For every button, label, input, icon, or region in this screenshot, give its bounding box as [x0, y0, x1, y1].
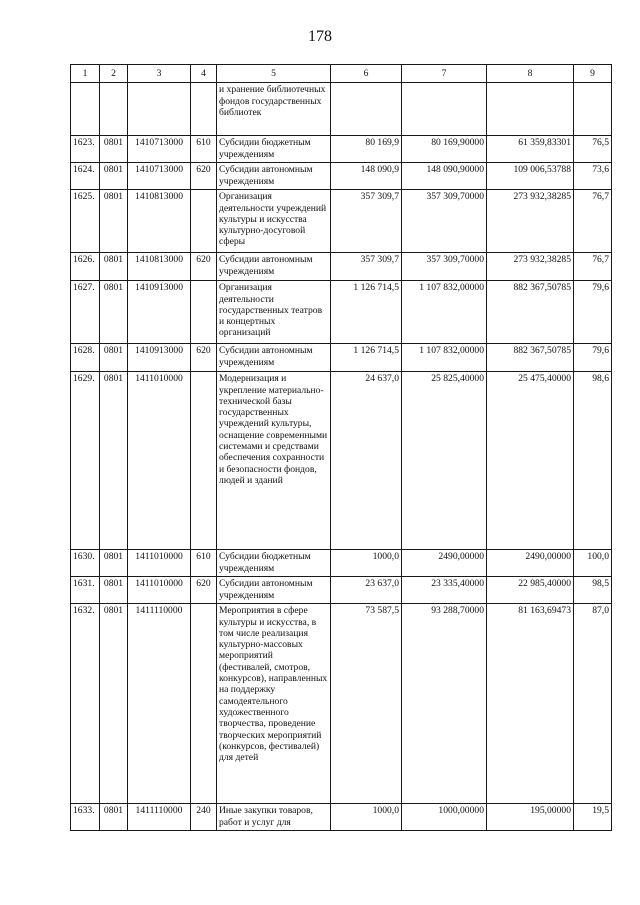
row-number: 1628. — [71, 344, 100, 372]
row-description: Субсидии автономным учреждениям — [217, 253, 331, 281]
value-col-8: 61 359,83301 — [487, 136, 574, 163]
row-description: Субсидии автономным учреждениям — [217, 163, 331, 190]
table-row — [71, 372, 612, 550]
percent-value: 98,6 — [574, 372, 612, 550]
row-number: 1625. — [71, 190, 100, 253]
expense-type-code: 610 — [191, 136, 217, 163]
value-col-8: 195,00000 — [487, 804, 574, 831]
row-description: Субсидии бюджетным учреждениям — [217, 136, 331, 163]
row-description: Организация деятельности государственных театров и концертных организаций — [217, 281, 331, 344]
value-col-8 — [487, 83, 574, 136]
percent-value: 76,7 — [574, 190, 612, 253]
row-description: Субсидии автономным учреждениям — [217, 577, 331, 604]
value-col-6 — [331, 83, 402, 136]
value-col-8: 273 932,38285 — [487, 190, 574, 253]
target-article-code: 1410713000 — [128, 163, 191, 190]
target-article-code: 1410713000 — [128, 136, 191, 163]
expense-type-code: 610 — [191, 550, 217, 577]
row-number: 1626. — [71, 253, 100, 281]
column-header: 9 — [574, 65, 612, 83]
value-col-7 — [402, 83, 487, 136]
value-col-6: 80 169,9 — [331, 136, 402, 163]
expense-type-code — [191, 190, 217, 253]
row-number: 1623. — [71, 136, 100, 163]
row-number: 1624. — [71, 163, 100, 190]
value-col-7: 1 107 832,00000 — [402, 344, 487, 372]
value-col-6: 148 090,9 — [331, 163, 402, 190]
table-row — [71, 163, 612, 190]
section-code: 0801 — [100, 344, 128, 372]
expense-type-code — [191, 604, 217, 804]
value-col-6: 357 309,7 — [331, 190, 402, 253]
target-article-code: 1410913000 — [128, 344, 191, 372]
target-article-code: 1411010000 — [128, 372, 191, 550]
target-article-code: 1411110000 — [128, 604, 191, 804]
section-code: 0801 — [100, 281, 128, 344]
table-body — [71, 83, 612, 831]
value-col-8: 22 985,40000 — [487, 577, 574, 604]
percent-value: 100,0 — [574, 550, 612, 577]
percent-value — [574, 83, 612, 136]
target-article-code: 1411010000 — [128, 577, 191, 604]
target-article-code: 1411110000 — [128, 804, 191, 831]
table-row — [71, 83, 612, 136]
section-code: 0801 — [100, 577, 128, 604]
expense-type-code: 620 — [191, 253, 217, 281]
percent-value: 19,5 — [574, 804, 612, 831]
value-col-7: 80 169,90000 — [402, 136, 487, 163]
row-number: 1627. — [71, 281, 100, 344]
section-code — [100, 83, 128, 136]
value-col-8: 2490,00000 — [487, 550, 574, 577]
table-row — [71, 281, 612, 344]
value-col-7: 23 335,40000 — [402, 577, 487, 604]
row-description: и хранение библиотечных фондов государственных библиотек — [217, 83, 331, 136]
column-header: 5 — [217, 65, 331, 83]
percent-value: 79,6 — [574, 281, 612, 344]
section-code: 0801 — [100, 604, 128, 804]
percent-value: 98,5 — [574, 577, 612, 604]
percent-value: 73,6 — [574, 163, 612, 190]
section-code: 0801 — [100, 804, 128, 831]
value-col-7: 357 309,70000 — [402, 253, 487, 281]
column-header: 4 — [191, 65, 217, 83]
table-row — [71, 253, 612, 281]
value-col-7: 93 288,70000 — [402, 604, 487, 804]
row-description: Субсидии автономным учреждениям — [217, 344, 331, 372]
value-col-7: 2490,00000 — [402, 550, 487, 577]
percent-value: 76,7 — [574, 253, 612, 281]
column-header: 6 — [331, 65, 402, 83]
header-row — [71, 65, 612, 83]
target-article-code: 1410813000 — [128, 253, 191, 281]
expense-type-code — [191, 83, 217, 136]
value-col-8: 882 367,50785 — [487, 344, 574, 372]
column-header: 3 — [128, 65, 191, 83]
section-code: 0801 — [100, 253, 128, 281]
column-header: 1 — [71, 65, 100, 83]
target-article-code: 1410913000 — [128, 281, 191, 344]
percent-value: 76,5 — [574, 136, 612, 163]
value-col-6: 1000,0 — [331, 804, 402, 831]
row-description: Субсидии бюджетным учреждениям — [217, 550, 331, 577]
value-col-6: 1 126 714,5 — [331, 344, 402, 372]
expense-type-code: 620 — [191, 577, 217, 604]
value-col-6: 1000,0 — [331, 550, 402, 577]
value-col-7: 1000,00000 — [402, 804, 487, 831]
expense-type-code: 620 — [191, 163, 217, 190]
value-col-6: 24 637,0 — [331, 372, 402, 550]
target-article-code: 1410813000 — [128, 190, 191, 253]
percent-value: 87,0 — [574, 604, 612, 804]
table-row — [71, 344, 612, 372]
table-row — [71, 550, 612, 577]
target-article-code: 1411010000 — [128, 550, 191, 577]
budget-table — [70, 64, 612, 831]
value-col-8: 273 932,38285 — [487, 253, 574, 281]
row-number: 1633. — [71, 804, 100, 831]
value-col-8: 109 006,53788 — [487, 163, 574, 190]
row-number: 1631. — [71, 577, 100, 604]
page-number: 178 — [308, 28, 332, 45]
section-code: 0801 — [100, 550, 128, 577]
column-header: 7 — [402, 65, 487, 83]
table-row — [71, 577, 612, 604]
row-description: Иные закупки товаров, работ и услуг для — [217, 804, 331, 831]
row-number: 1629. — [71, 372, 100, 550]
section-code: 0801 — [100, 163, 128, 190]
table-row — [71, 604, 612, 804]
column-header: 8 — [487, 65, 574, 83]
value-col-7: 25 825,40000 — [402, 372, 487, 550]
expense-type-code — [191, 372, 217, 550]
value-col-8: 81 163,69473 — [487, 604, 574, 804]
column-header: 2 — [100, 65, 128, 83]
value-col-7: 357 309,70000 — [402, 190, 487, 253]
table-row — [71, 804, 612, 831]
table-row — [71, 190, 612, 253]
row-number: 1630. — [71, 550, 100, 577]
row-description: Мероприятия в сфере культуры и искусства, в том числе реализация культурно-массовых мероприятий (фестивалей, смотров, конкурсов), направленных на поддержку самодеятельного художественного творчества, проведение творческих мероприятий (конкурсов, фестивалей) для детей — [217, 604, 331, 804]
expense-type-code: 620 — [191, 344, 217, 372]
value-col-6: 23 637,0 — [331, 577, 402, 604]
value-col-6: 357 309,7 — [331, 253, 402, 281]
row-description: Модернизация и укрепление материально-технической базы государственных учреждений культуры, оснащение современными системами и средствами обеспечения сохранности и безопасности фондов, людей и зданий — [217, 372, 331, 550]
value-col-8: 882 367,50785 — [487, 281, 574, 344]
section-code: 0801 — [100, 372, 128, 550]
value-col-8: 25 475,40000 — [487, 372, 574, 550]
table-row — [71, 136, 612, 163]
value-col-6: 73 587,5 — [331, 604, 402, 804]
row-number — [71, 83, 100, 136]
expense-type-code — [191, 281, 217, 344]
section-code: 0801 — [100, 136, 128, 163]
value-col-7: 148 090,90000 — [402, 163, 487, 190]
percent-value: 79,6 — [574, 344, 612, 372]
section-code: 0801 — [100, 190, 128, 253]
row-description: Организация деятельности учреждений культуры и искусства культурно-досуговой сферы — [217, 190, 331, 253]
row-number: 1632. — [71, 604, 100, 804]
target-article-code — [128, 83, 191, 136]
expense-type-code: 240 — [191, 804, 217, 831]
value-col-6: 1 126 714,5 — [331, 281, 402, 344]
value-col-7: 1 107 832,00000 — [402, 281, 487, 344]
